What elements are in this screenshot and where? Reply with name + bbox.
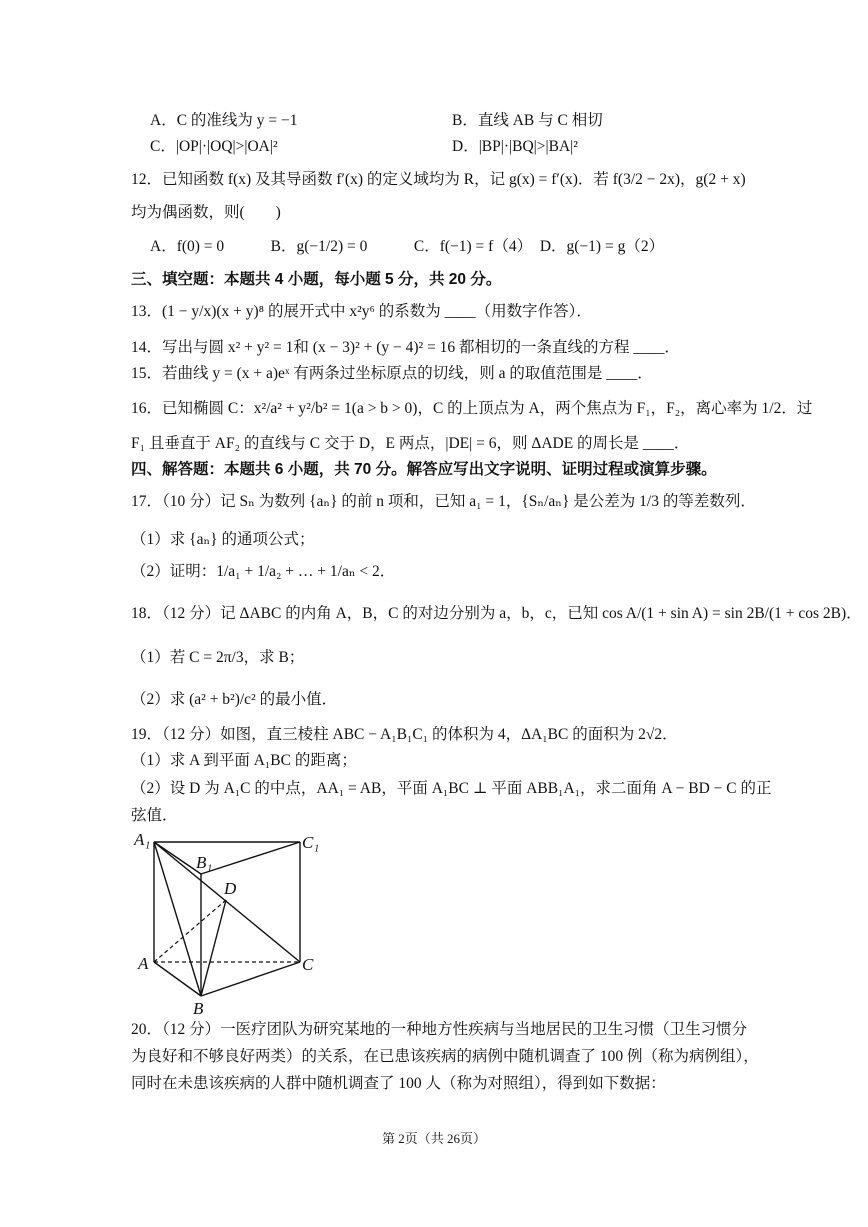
option-11b: B．直线 AB 与 C 相切 <box>452 112 603 129</box>
segment-ad-hidden <box>154 900 226 962</box>
label-a: A <box>138 954 149 973</box>
question-17-part-1: （1）求 {aₙ} 的通项公式； <box>131 531 315 548</box>
question-17-part-2: （2）证明：1/a₁ + 1/a₂ + … + 1/aₙ < 2． <box>131 563 396 580</box>
question-18-part-2: （2）求 (a² + b²)/c² 的最小值． <box>131 691 338 708</box>
question-19-part-2-cont: 弦值． <box>131 807 178 824</box>
label-a1: A₁ <box>134 830 151 849</box>
question-12-stem: 12．已知函数 f(x) 及其导函数 f′(x) 的定义域均为 R，记 g(x) = f′(x)．若 f(3/2 − 2x)，g(2 + x) <box>131 171 746 188</box>
label-c1: C₁ <box>302 833 320 852</box>
edge-b1c1 <box>201 842 300 874</box>
edge-a1b1 <box>154 842 201 874</box>
question-12-stem-cont: 均为偶函数，则( ) <box>131 204 281 221</box>
option-11c: C．|OP|·|OQ|>|OA|² <box>150 138 278 155</box>
question-14: 14．写出与圆 x² + y² = 1和 (x − 3)² + (y − 4)² = 16 都相切的一条直线的方程 ____． <box>131 339 680 356</box>
segment-bd <box>201 900 226 996</box>
question-20-cont-1: 为良好和不够良好两类）的关系，在已患该疾病的病例中随机调查了 100 例（称为病例组）， <box>131 1048 759 1065</box>
question-19-part-2: （2）设 D 为 A₁C 的中点，AA₁ = AB，平面 A₁BC ⊥ 平面 ABB₁A₁，求二面角 A − BD − C 的正 <box>131 780 772 797</box>
label-b: B <box>193 999 204 1018</box>
question-19: 19．（12 分）如图，直三棱柱 ABC − A₁B₁C₁ 的体积为 4，ΔA₁BC 的面积为 2√2． <box>131 726 678 743</box>
segment-a1b <box>154 842 201 996</box>
question-12-options: A．f(0) = 0 B．g(−1/2) = 0 C．f(−1) = f（4） D．g(−1) = g（2） <box>150 238 665 255</box>
question-16: 16．已知椭圆 C：x²/a² + y²/b² = 1(a > b > 0)，C 的上顶点为 A，两个焦点为 F₁，F₂，离心率为 1/2．过 <box>131 400 813 417</box>
section-4-heading: 四、解答题：本题共 6 小题，共 70 分。解答应写出文字说明、证明过程或演算步骤。 <box>131 461 717 478</box>
question-17: 17．（10 分）记 Sₙ 为数列 {aₙ} 的前 n 项和，已知 a₁ = 1，{Sₙ/aₙ} 是公差为 1/3 的等差数列． <box>131 493 756 510</box>
edge-bc <box>201 962 300 996</box>
option-11d: D．|BP|·|BQ|>|BA|² <box>452 138 578 155</box>
question-20-cont-2: 同时在未患该疾病的人群中随机调查了 100 人（称为对照组），得到如下数据： <box>131 1075 666 1092</box>
question-18: 18．（12 分）记 ΔABC 的内角 A，B，C 的对边分别为 a，b，c，已知 cos A/(1 + sin A) = sin 2B/(1 + cos 2B)． <box>131 605 862 622</box>
section-3-heading: 三、填空题：本题共 4 小题，每小题 5 分，共 20 分。 <box>131 271 502 288</box>
question-13: 13．(1 − y/x)(x + y)⁸ 的展开式中 x²y⁶ 的系数为 ____（用数字作答）． <box>131 303 592 320</box>
question-19-part-1: （1）求 A 到平面 A₁BC 的距离； <box>131 752 357 769</box>
question-18-part-1: （1）若 C = 2π/3，求 B； <box>131 649 305 666</box>
question-15: 15．若曲线 y = (x + a)eˣ 有两条过坐标原点的切线，则 a 的取值范围是 ____． <box>131 365 653 382</box>
edge-ab <box>154 962 201 996</box>
label-c: C <box>302 955 314 974</box>
label-b1: B₁ <box>196 853 213 872</box>
question-20: 20．（12 分）一医疗团队为研究某地的一种地方性疾病与当地居民的卫生习惯（卫生习惯分 <box>131 1021 748 1038</box>
question-16-cont: F₁ 且垂直于 AF₂ 的直线与 C 交于 D，E 两点，|DE| = 6，则 ΔADE 的周长是 ____． <box>131 435 690 452</box>
option-11a: A．C 的准线为 y = −1 <box>150 112 298 129</box>
page-footer: 第 2页（共 26页） <box>381 1131 486 1146</box>
segment-a1c <box>154 842 300 962</box>
prism-figure <box>128 828 328 1018</box>
label-d: D <box>224 879 237 898</box>
